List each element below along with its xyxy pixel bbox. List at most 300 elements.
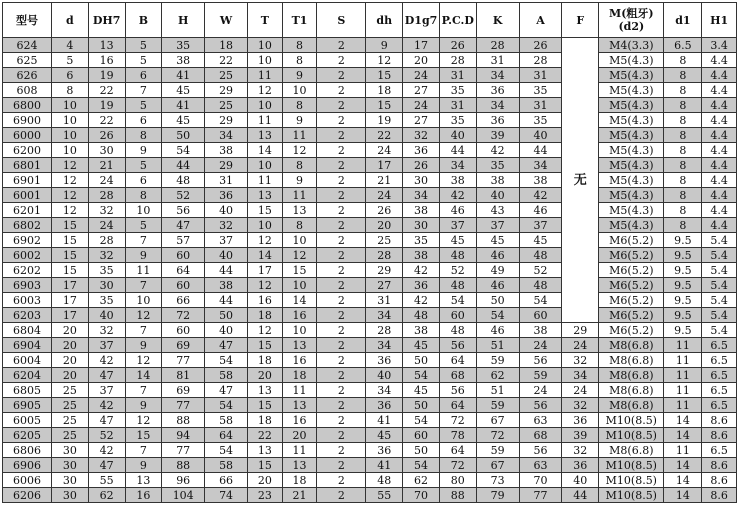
cell-pcd: 78 [439,428,476,443]
cell-d1g7: 50 [403,443,440,458]
cell-h: 69 [162,383,205,398]
cell-b: 7 [125,443,162,458]
cell-h: 52 [162,188,205,203]
cell-k: 62 [476,368,519,383]
cell-d1g7: 60 [403,428,440,443]
cell-d: 10 [52,143,89,158]
cell-dh: 15 [366,98,403,113]
cell-w: 25 [205,98,248,113]
cell-d: 12 [52,188,89,203]
cell-dh: 41 [366,413,403,428]
cell-d1g7: 27 [403,113,440,128]
cell-t: 14 [248,143,283,158]
cell-w: 40 [205,248,248,263]
cell-t1: 11 [282,443,317,458]
cell-t1: 10 [282,83,317,98]
cell-s: 2 [317,173,366,188]
cell-k: 34 [476,98,519,113]
cell-d: 30 [52,458,89,473]
cell-pcd: 34 [439,158,476,173]
table-row [3,308,737,323]
cell-dh: 36 [366,398,403,413]
cell-d1: 11 [664,368,702,383]
cell-w: 29 [205,158,248,173]
cell-d1: 9.5 [664,293,702,308]
cell-pcd: 56 [439,338,476,353]
cell-b: 12 [125,308,162,323]
cell-m-coarse: M5(4.3) [599,83,664,98]
cell-b: 9 [125,338,162,353]
cell-s: 2 [317,113,366,128]
cell-d1: 8 [664,83,702,98]
cell-t: 12 [248,323,283,338]
cell-model: 6802 [3,218,52,233]
cell-a: 45 [519,233,562,248]
cell-t: 10 [248,38,283,53]
cell-h1: 4.4 [702,218,737,233]
cell-d1g7: 34 [403,188,440,203]
cell-s: 2 [317,68,366,83]
cell-s: 2 [317,488,366,503]
cell-m-coarse: M6(5.2) [599,263,664,278]
cell-t1: 12 [282,248,317,263]
cell-s: 2 [317,38,366,53]
cell-t: 22 [248,428,283,443]
cell-m-coarse: M6(5.2) [599,233,664,248]
cell-dh7: 62 [88,488,125,503]
cell-w: 38 [205,278,248,293]
cell-t: 15 [248,398,283,413]
cell-d1: 9.5 [664,263,702,278]
cell-w: 40 [205,203,248,218]
cell-w: 64 [205,428,248,443]
cell-dh7: 24 [88,173,125,188]
cell-b: 5 [125,158,162,173]
cell-dh7: 19 [88,68,125,83]
cell-s: 2 [317,443,366,458]
cell-k: 51 [476,338,519,353]
cell-s: 2 [317,203,366,218]
cell-d1: 9.5 [664,248,702,263]
table-row [3,473,737,488]
cell-w: 47 [205,383,248,398]
cell-h1: 4.4 [702,83,737,98]
cell-d: 10 [52,113,89,128]
cell-d1g7: 32 [403,128,440,143]
cell-model: 626 [3,68,52,83]
cell-pcd: 64 [439,353,476,368]
cell-h: 66 [162,293,205,308]
cell-model: 6200 [3,143,52,158]
cell-dh: 21 [366,173,403,188]
cell-d1: 8 [664,143,702,158]
cell-dh: 18 [366,83,403,98]
cell-d1: 14 [664,458,702,473]
cell-m-coarse: M10(8.5) [599,413,664,428]
table-row [3,293,737,308]
cell-t1: 21 [282,488,317,503]
cell-s: 2 [317,413,366,428]
table-row [3,113,737,128]
table-row [3,218,737,233]
cell-d1: 11 [664,443,702,458]
cell-model: 6006 [3,473,52,488]
cell-t: 10 [248,158,283,173]
cell-h: 35 [162,38,205,53]
cell-b: 9 [125,143,162,158]
cell-a: 26 [519,38,562,53]
cell-k: 72 [476,428,519,443]
cell-d1: 8 [664,173,702,188]
table-row [3,158,737,173]
cell-pcd: 31 [439,68,476,83]
cell-d1g7: 70 [403,488,440,503]
cell-m-coarse: M8(6.8) [599,338,664,353]
cell-b: 5 [125,98,162,113]
cell-pcd: 52 [439,263,476,278]
cell-k: 28 [476,38,519,53]
cell-a: 77 [519,488,562,503]
cell-pcd: 80 [439,473,476,488]
cell-dh: 15 [366,68,403,83]
cell-dh7: 35 [88,293,125,308]
cell-t1: 20 [282,428,317,443]
cell-t1: 14 [282,293,317,308]
cell-dh: 28 [366,248,403,263]
cell-k: 46 [476,323,519,338]
cell-pcd: 72 [439,413,476,428]
cell-d: 20 [52,323,89,338]
cell-h1: 6.5 [702,353,737,368]
cell-k: 46 [476,278,519,293]
cell-d: 12 [52,158,89,173]
cell-dh7: 32 [88,323,125,338]
cell-dh: 29 [366,263,403,278]
cell-s: 2 [317,473,366,488]
cell-m-coarse: M5(4.3) [599,113,664,128]
cell-model: 6804 [3,323,52,338]
cell-k: 67 [476,413,519,428]
cell-model: 6905 [3,398,52,413]
table-row [3,353,737,368]
table-row [3,83,737,98]
cell-k: 36 [476,83,519,98]
header-m-coarse-label: M(粗牙) [609,7,654,20]
cell-b: 9 [125,398,162,413]
cell-d1g7: 50 [403,398,440,413]
cell-s: 2 [317,233,366,248]
cell-a: 24 [519,383,562,398]
cell-a: 56 [519,398,562,413]
cell-d1g7: 48 [403,308,440,323]
cell-model: 6806 [3,443,52,458]
cell-t: 15 [248,458,283,473]
cell-dh: 27 [366,278,403,293]
cell-d: 15 [52,218,89,233]
cell-w: 40 [205,323,248,338]
cell-d: 15 [52,248,89,263]
cell-k: 50 [476,293,519,308]
cell-d: 20 [52,368,89,383]
cell-h: 48 [162,173,205,188]
cell-s: 2 [317,83,366,98]
cell-w: 36 [205,188,248,203]
cell-t1: 16 [282,353,317,368]
cell-f: 36 [562,458,599,473]
cell-d1g7: 35 [403,233,440,248]
cell-s: 2 [317,293,366,308]
cell-d1: 8 [664,218,702,233]
cell-a: 31 [519,98,562,113]
cell-k: 37 [476,218,519,233]
cell-t: 13 [248,128,283,143]
cell-d: 30 [52,473,89,488]
cell-t: 12 [248,83,283,98]
cell-a: 28 [519,53,562,68]
cell-a: 38 [519,173,562,188]
cell-d1: 8 [664,98,702,113]
cell-m-coarse: M5(4.3) [599,53,664,68]
header-dh7: DH7 [88,3,125,38]
cell-d1: 9.5 [664,323,702,338]
cell-h1: 4.4 [702,188,737,203]
cell-pcd: 40 [439,128,476,143]
cell-t1: 16 [282,413,317,428]
cell-dh7: 40 [88,308,125,323]
cell-m-coarse: M5(4.3) [599,158,664,173]
cell-h1: 5.4 [702,308,737,323]
cell-dh: 36 [366,353,403,368]
cell-dh: 12 [366,53,403,68]
cell-a: 44 [519,143,562,158]
cell-dh7: 22 [88,83,125,98]
cell-dh7: 28 [88,233,125,248]
header-a: A [519,3,562,38]
cell-h1: 4.4 [702,143,737,158]
cell-t1: 11 [282,383,317,398]
cell-model: 6903 [3,278,52,293]
cell-d1: 11 [664,338,702,353]
header-d1: d1 [664,3,702,38]
cell-d: 12 [52,173,89,188]
cell-d1: 8 [664,68,702,83]
cell-h: 45 [162,83,205,98]
table-row [3,188,737,203]
cell-s: 2 [317,248,366,263]
cell-d1g7: 62 [403,473,440,488]
cell-h1: 3.4 [702,38,737,53]
cell-h1: 8.6 [702,428,737,443]
cell-d1g7: 30 [403,218,440,233]
cell-m-coarse: M5(4.3) [599,203,664,218]
cell-m-coarse: M10(8.5) [599,488,664,503]
cell-f-merged: 无 [562,38,599,323]
cell-s: 2 [317,53,366,68]
cell-pcd: 35 [439,83,476,98]
cell-dh7: 37 [88,383,125,398]
cell-t: 12 [248,233,283,248]
cell-b: 10 [125,203,162,218]
cell-t1: 9 [282,173,317,188]
cell-dh7: 32 [88,248,125,263]
cell-pcd: 26 [439,38,476,53]
cell-pcd: 68 [439,368,476,383]
cell-f: 40 [562,473,599,488]
cell-t1: 11 [282,188,317,203]
cell-h: 57 [162,233,205,248]
cell-model: 6002 [3,248,52,263]
table-row [3,98,737,113]
table-row [3,38,737,53]
cell-pcd: 72 [439,458,476,473]
cell-k: 79 [476,488,519,503]
cell-k: 36 [476,113,519,128]
cell-d1g7: 20 [403,53,440,68]
table-row [3,173,737,188]
cell-d: 25 [52,413,89,428]
cell-k: 59 [476,443,519,458]
cell-model: 6202 [3,263,52,278]
cell-t: 12 [248,278,283,293]
cell-b: 12 [125,353,162,368]
cell-dh7: 30 [88,278,125,293]
cell-dh: 19 [366,113,403,128]
cell-w: 54 [205,398,248,413]
cell-pcd: 60 [439,308,476,323]
cell-k: 43 [476,203,519,218]
cell-w: 22 [205,53,248,68]
cell-dh7: 16 [88,53,125,68]
cell-model: 6203 [3,308,52,323]
table-row [3,368,737,383]
cell-f: 29 [562,323,599,338]
cell-dh: 17 [366,158,403,173]
cell-d: 17 [52,278,89,293]
cell-f: 39 [562,428,599,443]
cell-d: 15 [52,233,89,248]
cell-t1: 13 [282,203,317,218]
cell-h1: 4.4 [702,128,737,143]
cell-model: 6205 [3,428,52,443]
cell-h1: 6.5 [702,443,737,458]
cell-model: 624 [3,38,52,53]
header-dh: dh [366,3,403,38]
cell-dh: 22 [366,128,403,143]
cell-dh7: 42 [88,353,125,368]
table-row [3,278,737,293]
cell-w: 18 [205,38,248,53]
header-k: K [476,3,519,38]
cell-d1g7: 50 [403,353,440,368]
cell-b: 9 [125,248,162,263]
table-row [3,428,737,443]
cell-h1: 4.4 [702,98,737,113]
cell-b: 11 [125,263,162,278]
cell-a: 56 [519,353,562,368]
cell-t1: 13 [282,338,317,353]
cell-s: 2 [317,353,366,368]
header-model: 型号 [3,3,52,38]
cell-d: 25 [52,383,89,398]
cell-h: 45 [162,113,205,128]
cell-dh: 24 [366,188,403,203]
cell-m-coarse: M10(8.5) [599,473,664,488]
cell-w: 58 [205,368,248,383]
cell-s: 2 [317,98,366,113]
cell-pcd: 56 [439,383,476,398]
cell-h1: 5.4 [702,293,737,308]
header-t1: T1 [282,3,317,38]
cell-dh7: 47 [88,368,125,383]
cell-d1g7: 38 [403,203,440,218]
header-b: B [125,3,162,38]
cell-h: 41 [162,98,205,113]
cell-h1: 8.6 [702,458,737,473]
cell-b: 7 [125,233,162,248]
cell-h: 96 [162,473,205,488]
cell-a: 60 [519,308,562,323]
cell-k: 73 [476,473,519,488]
cell-d1: 9.5 [664,308,702,323]
cell-f: 34 [562,368,599,383]
cell-d: 20 [52,353,89,368]
cell-h1: 4.4 [702,113,737,128]
cell-d: 30 [52,488,89,503]
cell-b: 8 [125,188,162,203]
cell-model: 625 [3,53,52,68]
cell-d1: 14 [664,428,702,443]
cell-a: 70 [519,473,562,488]
cell-t: 13 [248,383,283,398]
cell-model: 608 [3,83,52,98]
cell-a: 31 [519,68,562,83]
cell-s: 2 [317,158,366,173]
cell-t1: 15 [282,263,317,278]
header-m-coarse-sub: (d2) [618,20,645,33]
cell-k: 35 [476,158,519,173]
cell-h1: 5.4 [702,263,737,278]
cell-a: 48 [519,248,562,263]
cell-a: 68 [519,428,562,443]
cell-k: 39 [476,128,519,143]
cell-h1: 6.5 [702,368,737,383]
cell-s: 2 [317,263,366,278]
cell-d1g7: 45 [403,338,440,353]
table-row [3,68,737,83]
table-row [3,263,737,278]
cell-t1: 13 [282,458,317,473]
cell-h: 47 [162,218,205,233]
cell-d1g7: 30 [403,173,440,188]
cell-d1g7: 27 [403,83,440,98]
cell-d: 10 [52,128,89,143]
table-row [3,458,737,473]
cell-dh7: 32 [88,203,125,218]
cell-t: 23 [248,488,283,503]
cell-d1: 11 [664,353,702,368]
cell-m-coarse: M6(5.2) [599,323,664,338]
cell-t: 14 [248,248,283,263]
cell-t: 10 [248,218,283,233]
cell-h1: 8.6 [702,413,737,428]
cell-w: 44 [205,293,248,308]
cell-h: 94 [162,428,205,443]
cell-d1g7: 54 [403,413,440,428]
cell-pcd: 88 [439,488,476,503]
cell-w: 25 [205,68,248,83]
cell-k: 67 [476,458,519,473]
cell-dh7: 19 [88,98,125,113]
